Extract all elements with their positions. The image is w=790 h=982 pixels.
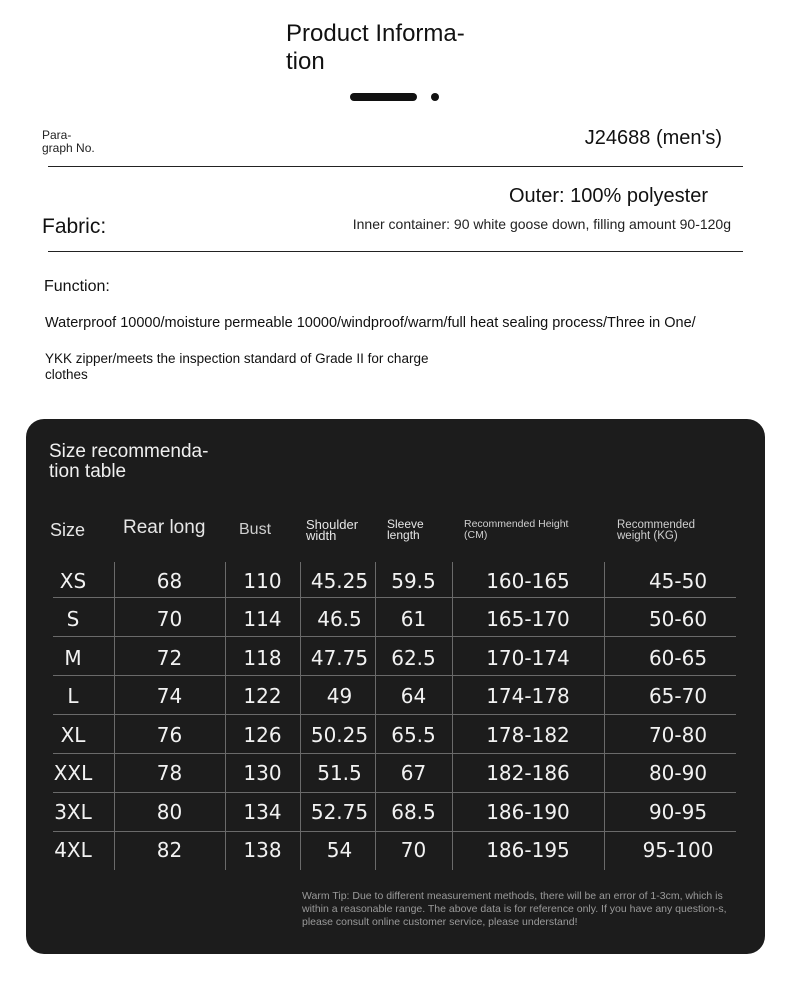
divider: [48, 166, 743, 167]
cell-rear-long: 76: [156, 723, 183, 747]
fabric-label: Fabric:: [42, 215, 107, 238]
cell-recommended-weight: 95-100: [642, 838, 714, 862]
cell-recommended-height: 165-170: [486, 607, 570, 631]
cell-shoulder-width: 45.25: [310, 569, 369, 593]
size-table-title-line-1: Size recommenda-: [49, 441, 209, 462]
cell-bust: 118: [243, 646, 282, 670]
cell-shoulder-width: 49: [326, 684, 353, 708]
cell-size: XXL: [53, 761, 93, 785]
page-title-line-2: tion: [286, 48, 325, 75]
cell-shoulder-width: 52.75: [310, 800, 369, 824]
function-text-line-1: Waterproof 10000/moisture permeable 10000/windproof/warm/full heat sealing process/Three in One/: [45, 315, 696, 331]
cell-recommended-height: 186-195: [486, 838, 570, 862]
header-height-line-1: Recommended Height: [464, 518, 569, 530]
cell-sleeve-length: 61: [400, 607, 427, 631]
cell-recommended-weight: 90-95: [648, 800, 708, 824]
fabric-outer-text: Outer: 100% polyester: [509, 185, 708, 207]
cell-rear-long: 72: [156, 646, 183, 670]
cell-size: L: [67, 684, 79, 708]
paragraph-number-value: J24688 (men's): [584, 127, 722, 149]
cell-recommended-height: 170-174: [486, 646, 570, 670]
cell-bust: 110: [243, 569, 282, 593]
cell-sleeve-length: 67: [400, 761, 427, 785]
cell-recommended-weight: 60-65: [648, 646, 708, 670]
cell-rear-long: 70: [156, 607, 183, 631]
column-header-recommended-weight: [617, 520, 737, 542]
cell-size: 3XL: [54, 800, 92, 824]
cell-shoulder-width: 46.5: [317, 607, 362, 631]
column-header-sleeve-length: [387, 519, 447, 541]
column-header-bust: Bust: [239, 521, 272, 538]
cell-sleeve-length: 65.5: [391, 723, 436, 747]
cell-rear-long: 80: [156, 800, 183, 824]
cell-bust: 126: [243, 723, 282, 747]
column-header-size: Size: [50, 520, 86, 540]
page-title: [286, 20, 496, 76]
cell-sleeve-length: 68.5: [391, 800, 436, 824]
cell-recommended-weight: 70-80: [648, 723, 708, 747]
column-header-recommended-height: [464, 519, 594, 541]
function-label: Function:: [44, 278, 110, 295]
title-underline-bar: [350, 93, 417, 101]
cell-recommended-weight: 65-70: [648, 684, 708, 708]
cell-sleeve-length: 70: [400, 838, 427, 862]
header-weight-line-2: weight (KG): [617, 530, 678, 542]
cell-recommended-height: 160-165: [486, 569, 570, 593]
header-shoulder-line-1: Shoulder: [306, 517, 359, 532]
cell-bust: 130: [243, 761, 282, 785]
size-table-title: [49, 442, 239, 482]
cell-bust: 122: [243, 684, 282, 708]
size-table-title-line-2: tion table: [49, 461, 127, 482]
header-weight-line-1: Recommended: [617, 519, 695, 531]
cell-recommended-weight: 45-50: [648, 569, 708, 593]
cell-bust: 138: [243, 838, 282, 862]
cell-rear-long: 68: [156, 569, 183, 593]
cell-sleeve-length: 59.5: [391, 569, 436, 593]
cell-recommended-height: 178-182: [486, 723, 570, 747]
column-header-rear-long: Rear long: [123, 517, 206, 538]
header-sleeve-line-2: length: [387, 528, 420, 542]
cell-recommended-height: 174-178: [486, 684, 570, 708]
fabric-inner-text: Inner container: 90 white goose down, filling amount 90-120g: [352, 216, 731, 232]
header-shoulder-line-2: width: [306, 528, 337, 543]
cell-rear-long: 74: [156, 684, 183, 708]
cell-sleeve-length: 64: [400, 684, 427, 708]
page-title-line-1: Product Informa-: [286, 20, 465, 47]
paragraph-label-line-2: graph No.: [42, 141, 95, 155]
cell-recommended-weight: 80-90: [648, 761, 708, 785]
cell-bust: 114: [243, 607, 282, 631]
title-underline-dot: [431, 93, 439, 101]
cell-size: 4XL: [54, 838, 92, 862]
warm-tip-note: Warm Tip: Due to different measurement methods, there will be an error of 1-3cm, which is within a reasonable range. The above data is for reference only. If you have any question-s, please consult online customer service, please understand!: [302, 890, 727, 928]
cell-recommended-height: 186-190: [486, 800, 570, 824]
cell-recommended-height: 182-186: [486, 761, 570, 785]
cell-shoulder-width: 51.5: [317, 761, 362, 785]
cell-size: M: [64, 646, 82, 670]
header-sleeve-line-1: Sleeve: [387, 517, 424, 531]
cell-bust: 134: [243, 800, 282, 824]
cell-shoulder-width: 47.75: [310, 646, 369, 670]
cell-size: XL: [60, 723, 86, 747]
column-header-shoulder-width: [306, 519, 376, 541]
cell-size: S: [66, 607, 80, 631]
cell-sleeve-length: 62.5: [391, 646, 436, 670]
header-height-line-2: (CM): [464, 529, 488, 541]
paragraph-label-line-1: Para-: [42, 128, 72, 142]
cell-rear-long: 78: [156, 761, 183, 785]
cell-recommended-weight: 50-60: [648, 607, 708, 631]
cell-rear-long: 82: [156, 838, 183, 862]
cell-shoulder-width: 50.25: [310, 723, 369, 747]
paragraph-number-label: [42, 129, 95, 155]
cell-shoulder-width: 54: [326, 838, 353, 862]
function-text-line-2: YKK zipper/meets the inspection standard of Grade II for charge clothes: [45, 351, 429, 382]
divider: [48, 251, 743, 252]
cell-size: XS: [59, 569, 87, 593]
